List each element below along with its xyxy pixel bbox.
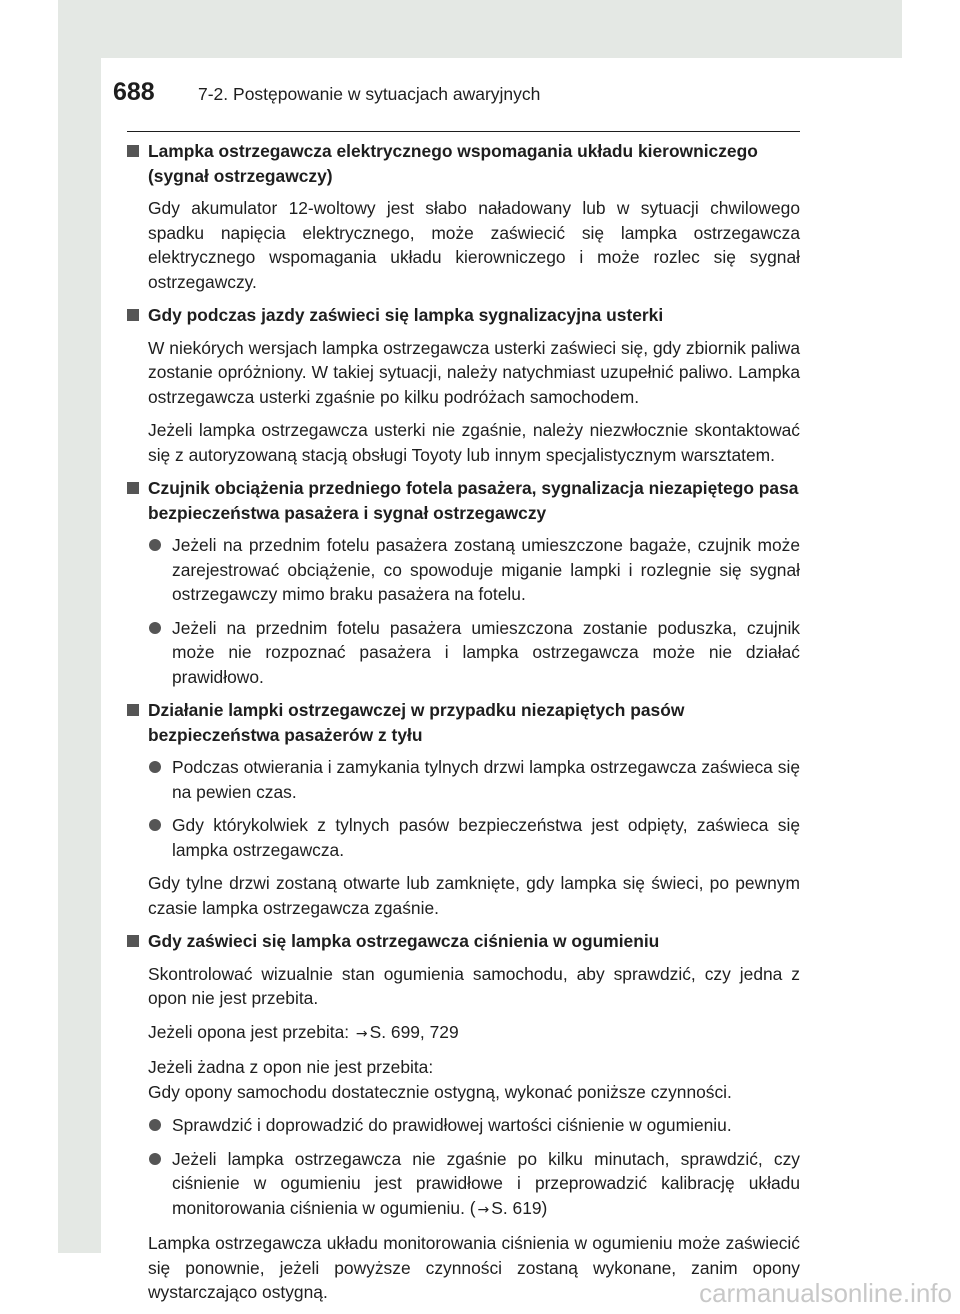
bullet-text: Sprawdzić i doprowadzić do prawidłowej wartości ciśnienie w ogumieniu. — [172, 1115, 732, 1135]
paragraph: Jeżeli lampka ostrzegawcza usterki nie zgaśnie, należy niezwłocznie skontaktować się z autoryzowaną stacją obsługi Toyoty lub innym specjalistycznym warsztatem. — [148, 420, 800, 465]
bullet-text: Jeżeli na przednim fotelu pasażera zostaną umieszczone bagaże, czujnik może zarejestrować obciążenie, co spowoduje miganie lampki i rozlegnie się sygnał ostrzegawczy mimo braku pasażera na fotelu. — [172, 535, 800, 604]
paragraph: Gdy akumulator 12-woltowy jest słabo naładowany lub w sytuacji chwilowego spadku napięcia elektrycznego, może zaświecić się lampka ostrzegawcza elektrycznego wspomagania układu kierowniczego i może rozlec się sygnał ostrzegawczy. — [148, 198, 800, 292]
bullet-text: Gdy którykolwiek z tylnych pasów bezpieczeństwa jest odpięty, zaświeca się lampka ostrzegawcza. — [172, 815, 800, 860]
bullet-item — [127, 1147, 800, 1223]
square-bullet-icon — [127, 309, 139, 321]
bullet-item — [127, 813, 800, 862]
paragraph: W niekórych wersjach lampka ostrzegawcza usterki zaświeci się, gdy zbiornik paliwa zostanie opróżniony. W takiej sytuacji, należy natychmiast uzupełnić paliwo. Lampka ostrzegawcza usterki zgaśnie po kilku podróżach samochodem. — [148, 337, 800, 407]
arrow-right-icon: → — [477, 1201, 490, 1218]
circle-bullet-icon — [149, 1119, 161, 1131]
section-heading-text: Lampka ostrzegawcza elektrycznego wspomagania układu kierowniczego (sygnał ostrzegawczy) — [148, 141, 758, 186]
page-reference-link[interactable]: S. 619) — [491, 1197, 548, 1218]
section-heading — [127, 929, 800, 954]
header-divider — [127, 131, 800, 132]
circle-bullet-icon — [149, 1153, 161, 1165]
bullet-text: Jeżeli lampka ostrzegawcza nie zgaśnie po kilku minutach, sprawdzić, czy ciśnienie w ogumieniu jest prawidłowe i przeprowadzić kalibrację układu monitorowania ciśnienia w ogumieniu. ( — [172, 1148, 800, 1218]
watermark: carmanualsonline.info — [699, 1278, 952, 1308]
circle-bullet-icon — [149, 622, 161, 634]
circle-bullet-icon — [149, 761, 161, 773]
paragraph — [127, 1020, 800, 1047]
paragraph: Gdy tylne drzwi zostaną otwarte lub zamknięte, gdy lampka się świeci, po pewnym czasie lampka ostrzegawcza zgaśnie. — [148, 873, 800, 918]
paragraph: Jeżeli żadna z opon nie jest przebita: — [148, 1057, 434, 1077]
square-bullet-icon — [127, 145, 139, 157]
paragraph: Gdy opony samochodu dostatecznie ostygną, wykonać poniższe czynności. — [148, 1081, 732, 1102]
chapter-title: 7-2. Postępowanie w sytuacjach awaryjnych — [198, 84, 541, 104]
bullet-item — [127, 616, 800, 690]
bullet-item — [127, 533, 800, 607]
bullet-item — [127, 755, 800, 804]
arrow-right-icon: → — [355, 1025, 368, 1042]
paragraph: Skontrolować wizualnie stan ogumienia samochodu, aby sprawdzić, czy jedna z opon nie jest przebita. — [148, 963, 800, 1008]
bullet-item — [127, 1113, 800, 1138]
circle-bullet-icon — [149, 819, 161, 831]
section-heading-text: Działanie lampki ostrzegawczej w przypadku niezapiętych pasów bezpieczeństwa pasażerów z tyłu — [148, 700, 685, 745]
bullet-text: Podczas otwierania i zamykania tylnych drzwi lampka ostrzegawcza zaświeca się na pewien czas. — [172, 757, 800, 802]
square-bullet-icon — [127, 935, 139, 947]
section-heading — [127, 698, 800, 747]
page-reference-link[interactable]: S. 699, 729 — [369, 1021, 459, 1042]
main-content — [127, 139, 800, 1314]
circle-bullet-icon — [149, 539, 161, 551]
section-heading-text: Czujnik obciążenia przedniego fotela pasażera, sygnalizacja niezapiętego pasa bezpieczeństwa pasażera i sygnał ostrzegawczy — [148, 478, 799, 523]
paragraph-text: Jeżeli opona jest przebita: — [148, 1021, 354, 1042]
side-band — [58, 0, 101, 1253]
paragraph: Lampka ostrzegawcza układu monitorowania ciśnienia w ogumieniu może zaświecić się ponownie, jeżeli powyższe czynności zostaną wykonane, zanim opony wystarczająco ostygną. — [148, 1233, 800, 1302]
section-heading — [127, 139, 800, 188]
page-number: 688 — [113, 78, 155, 106]
square-bullet-icon — [127, 482, 139, 494]
square-bullet-icon — [127, 704, 139, 716]
section-heading — [127, 476, 800, 525]
bullet-text: Jeżeli na przednim fotelu pasażera umieszczona zostanie poduszka, czujnik może nie rozpoznać pasażera i lampka ostrzegawcza może nie działać prawidłowo. — [172, 617, 800, 687]
section-heading-text: Gdy zaświeci się lampka ostrzegawcza ciśnienia w ogumieniu — [148, 931, 660, 951]
section-heading-text: Gdy podczas jazdy zaświeci się lampka sygnalizacyjna usterki — [148, 305, 664, 325]
section-heading — [127, 303, 800, 328]
